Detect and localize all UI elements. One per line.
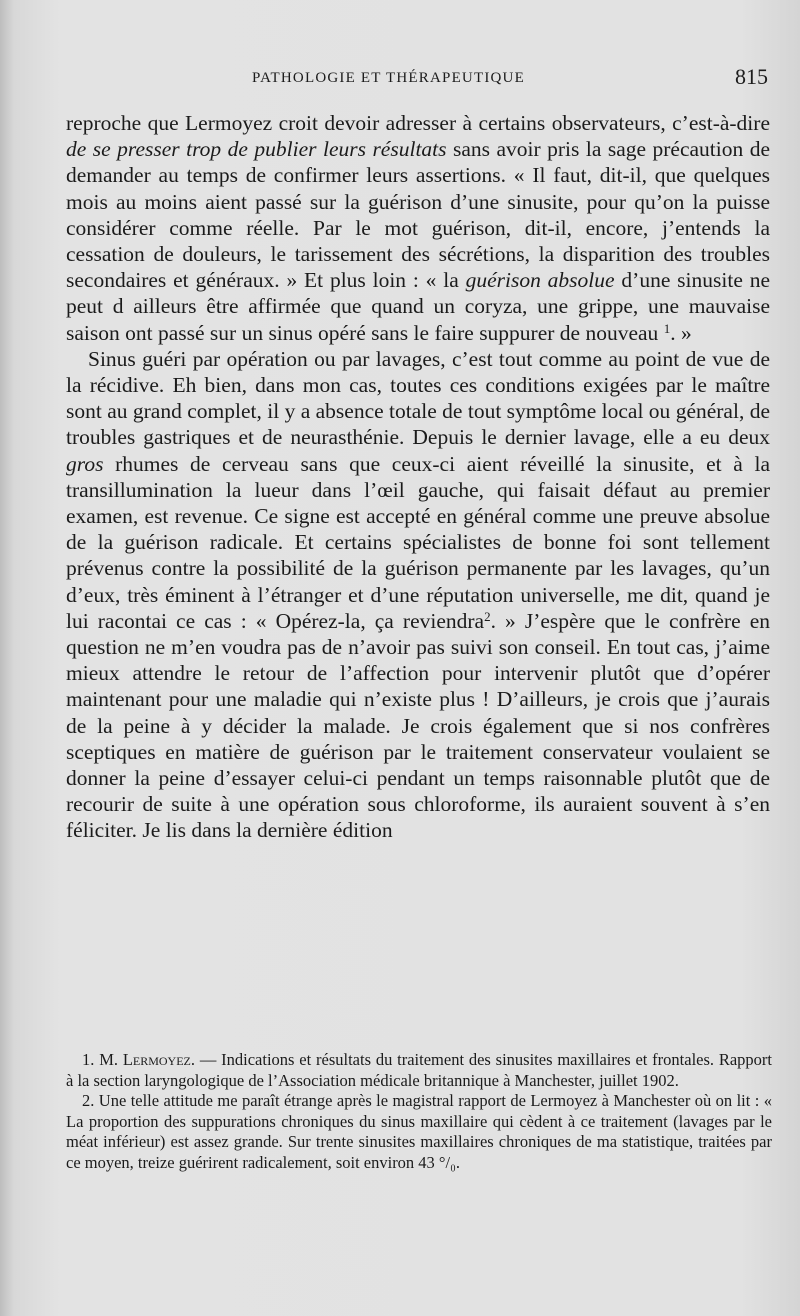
text-run: reproche que Lermoyez croit devoir adresser à certains observateurs, c’est-à-dire: [66, 111, 770, 135]
text-run: rhumes de cerveau sans que ceux-ci aient réveillé la sinusite, et à la transillumination la lueur dans l’œil gauche, qui faisait défaut au premier examen, est revenue. Ce signe est accepté en général comme une preuve absolue de la guérison radicale. Et certains spécialistes de bonne foi sont tellement prévenus contre la possibilité de la guérison permanente par les lavages, qu’un d’eux, très éminent à l’étranger et d’une réputation universelle, me dit, quand je lui racontai ce cas : « Opérez-la, ça reviendra: [66, 451, 770, 633]
main-text: [66, 110, 770, 844]
page-number: 815: [735, 64, 768, 89]
text-run: d’une sinusite ne peut d ailleurs être affirmée que quand un coryza, une grippe, une mauvaise saison ont passé sur un sinus opéré sans le faire suppurer de nouveau: [66, 268, 770, 345]
running-title: PATHOLOGIE ET THÉRAPEUTIQUE: [252, 70, 525, 86]
paragraph-2: [66, 346, 770, 844]
footnote-author: Lermoyez: [122, 1050, 191, 1069]
footnote-number: 1. M.: [82, 1050, 123, 1069]
italic-text: guérison absolue: [465, 268, 615, 293]
page-header: [60, 64, 772, 98]
italic-text: de se presser trop de publier leurs résultats: [66, 137, 447, 162]
footnote-ref-1: 1: [663, 320, 671, 336]
text-run: sans avoir pris la sage précaution de demander au temps de confirmer leurs assertions. « Il faut, dit-il, que quelques mois au moins aient passé sur la guérison d’une sinusite, pour qu’on la puisse considérer comme réelle. Par le mot guérison, dit-il, encore, j’entends la cessation de douleurs, le tarissement des sécrétions, la disparition des troubles secondaires et généraux. » Et plus loin : « la: [66, 137, 771, 293]
footnote-text: . — Indications et résultats du traitement des sinusites maxillaires et frontales. Rapport à la section laryngologique de l’Association médicale britannique à Manchester, juillet 1902.: [66, 1050, 772, 1090]
text-run: . » J’espère que le confrère en question ne m’en voudra pas de n’avoir pas suivi son conseil. En tout cas, j’aime mieux attendre le retour de l’affection pour intervenir plutôt que d’opérer maintenant pour une maladie qui n’existe plus ! D’ailleurs, je crois que j’aurais de la peine à y décider la malade. Je crois également que si nos confrères sceptiques en matière de guérison par le traitement conservateur voulaient se donner la peine d’essayer celui-ci pendant un temps raisonnable plutôt que de recourir de suite à une opération sous chloroforme, ils auraient souvent à s’en féliciter. Je lis dans la dernière édition: [66, 608, 770, 843]
paragraph-1: [66, 110, 770, 346]
footnote-ref-2: 2: [484, 608, 491, 624]
text-run: Sinus guéri par opération ou par lavages, c’est tout comme au point de vue de la récidive. Eh bien, dans mon cas, toutes ces conditions exigées par le maître sont au grand complet, il y a absence totale de tout symptôme local ou général, de troubles gastriques et de neurasthénie. Depuis le dernier lavage, elle a eu deux: [66, 346, 770, 450]
footnote-2: 2. Une telle attitude me paraît étrange après le magistral rapport de Lermoyez à Manchester où on lit : « La proportion des suppurations chroniques du sinus maxillaire qui cèdent à ce traitement (lavages par le méat inférieur) est assez grande. Sur trente sinusites maxillaires chroniques de ma statistique, traitées par ce moyen, treize guérirent radicalement, soit environ 43 °/₀.: [66, 1091, 772, 1172]
text-run: . »: [670, 320, 692, 345]
footnotes: [66, 1050, 772, 1174]
footnote-1: [66, 1050, 772, 1091]
italic-text: gros: [66, 451, 104, 476]
